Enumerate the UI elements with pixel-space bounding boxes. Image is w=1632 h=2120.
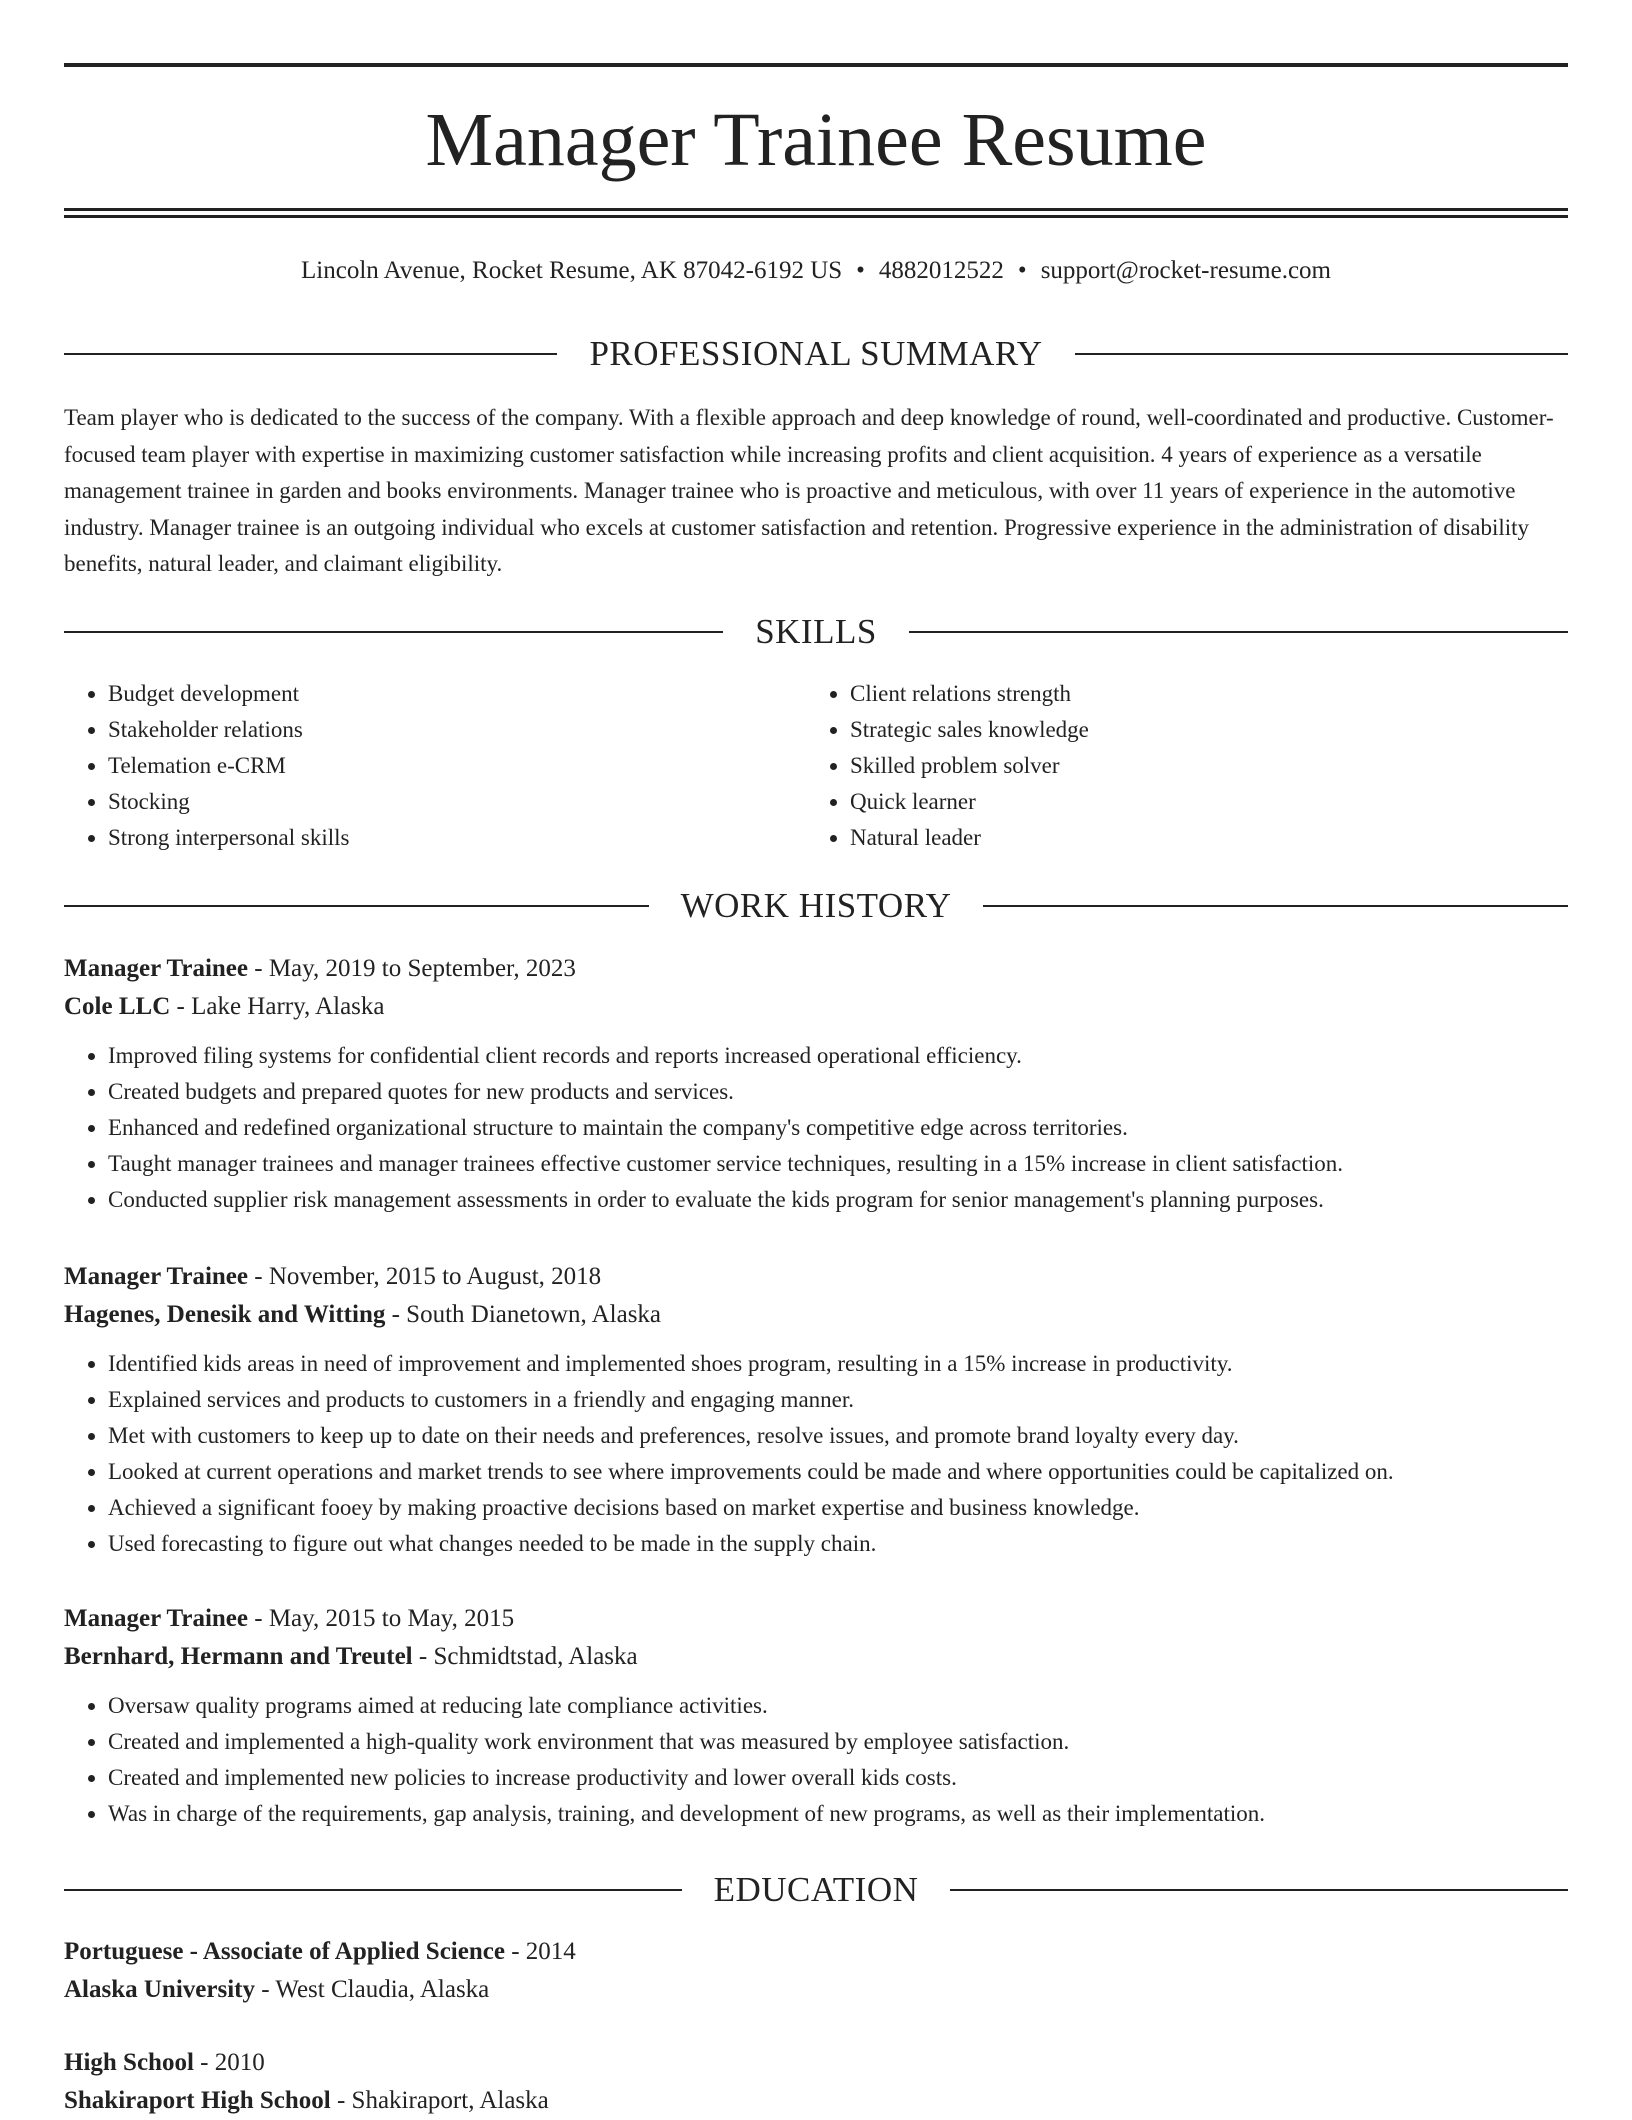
skill-item: • Skilled problem solver [850,748,1568,784]
job-bullets [64,1346,1568,1562]
contact-line [64,254,1568,288]
job-dates: - May, 2019 to September, 2023 [248,955,576,982]
education-degree-line [64,1933,1568,1971]
job-company: Hagenes, Denesik and Witting [64,1301,386,1328]
job-location: - South Dianetown, Alaska [385,1301,662,1328]
work-heading [64,884,1568,928]
skills-column-right [806,676,1568,856]
job-company: Cole LLC [64,993,171,1020]
education-school: Shakiraport High School [64,2087,331,2114]
heading-rule [983,905,1568,907]
job-title-line [64,1600,1568,1638]
job-bullet: • Met with customers to keep up to date on their needs and preferences, resolve issues, and promote brand loyalty every day. [108,1418,1568,1454]
education-year: - 2010 [193,2049,265,2076]
skill-item: • Stakeholder relations [108,712,806,748]
job-location: - Schmidtstad, Alaska [412,1643,638,1670]
job-location: - Lake Harry, Alaska [170,993,385,1020]
job-title-line [64,1258,1568,1296]
job-entry [64,950,1568,1218]
skills-heading-label: SKILLS [755,612,877,651]
job-company-line [64,1296,1568,1334]
job-bullet: • Looked at current operations and market trends to see where improvements could be made and where opportunities could be capitalized on. [108,1454,1568,1490]
header-bottom-rule-second [64,215,1568,218]
education-degree: Portuguese - Associate of Applied Science [64,1938,505,1965]
job-company: Bernhard, Hermann and Treutel [64,1643,413,1670]
skill-item: • Stocking [108,784,806,820]
job-title: Manager Trainee [64,1605,248,1632]
heading-rule [64,631,723,633]
job-bullet: • Enhanced and redefined organizational structure to maintain the company's competitive edge across territories. [108,1110,1568,1146]
heading-rule [1075,353,1568,355]
job-bullet: • Created budgets and prepared quotes for new products and services. [108,1074,1568,1110]
education-entry [64,2044,1568,2120]
job-bullet: • Conducted supplier risk management assessments in order to evaluate the kids program for senior management's planning purposes. [108,1182,1568,1218]
job-bullets [64,1038,1568,1218]
heading-rule [909,631,1568,633]
education-location: - Shakiraport, Alaska [330,2087,549,2114]
job-dates: - May, 2015 to May, 2015 [248,1605,515,1632]
heading-rule [64,353,557,355]
contact-separator: • [1017,257,1027,284]
job-bullet: • Taught manager trainees and manager trainees effective customer service techniques, resulting in a 15% increase in client satisfaction. [108,1146,1568,1182]
work-heading-label: WORK HISTORY [680,886,952,925]
contact-address: Lincoln Avenue, Rocket Resume, AK 87042-6192 US [301,257,843,284]
skills-column-left [64,676,806,856]
summary-heading-label: PROFESSIONAL SUMMARY [589,334,1043,373]
heading-rule [64,1889,682,1891]
skill-item: • Strategic sales knowledge [850,712,1568,748]
job-dates: - November, 2015 to August, 2018 [248,1263,602,1290]
skill-item: • Budget development [108,676,806,712]
heading-rule [64,905,649,907]
summary-heading [64,332,1568,376]
header-bottom-rule [64,208,1568,211]
education-heading [64,1868,1568,1912]
skill-item: • Natural leader [850,820,1568,856]
contact-separator: • [856,257,865,284]
education-year: - 2014 [504,1938,576,1965]
job-entry [64,1258,1568,1562]
education-location: - West Claudia, Alaska [254,1976,490,2003]
education-degree-line [64,2044,1568,2082]
education-school-line [64,1971,1568,2009]
job-bullet: • Improved filing systems for confidential client records and reports increased operational efficiency. [108,1038,1568,1074]
job-bullet: • Created and implemented a high-quality work environment that was measured by employee satisfaction. [108,1724,1568,1760]
education-school-line [64,2082,1568,2120]
job-title: Manager Trainee [64,1263,248,1290]
job-bullet: • Was in charge of the requirements, gap analysis, training, and development of new programs, as well as their implementation. [108,1796,1568,1832]
education-degree: High School [64,2049,194,2076]
education-school: Alaska University [64,1976,255,2003]
header-top-rule [64,63,1568,67]
job-bullet: • Achieved a significant fooey by making proactive decisions based on market expertise and business knowledge. [108,1490,1568,1526]
page-title: Manager Trainee Resume [425,98,1207,182]
job-company-line [64,1638,1568,1676]
job-bullet: • Created and implemented new policies to increase productivity and lower overall kids costs. [108,1760,1568,1796]
education-heading-label: EDUCATION [713,1870,919,1909]
contact-phone[interactable]: 4882012522 [878,257,1004,284]
heading-rule [950,1889,1568,1891]
summary-text: Team player who is dedicated to the success of the company. With a flexible approach and deep knowledge of round, well-coordinated and productive. Customer-focused team player with expertise in maximizing customer satisfaction while increasing profits and client acquisition. 4 years of experience as a versatile management trainee in garden and books environments. Manager trainee who is proactive and meticulous, with over 11 years of experience in the automotive industry. Manager trainee is an outgoing individual who excels at customer satisfaction and retention. Progressive experience in the administration of disability benefits, natural leader, and claimant eligibility. [64,405,1554,576]
skill-item: • Quick learner [850,784,1568,820]
job-title: Manager Trainee [64,955,248,982]
skill-item: • Telemation e-CRM [108,748,806,784]
skill-item: • Strong interpersonal skills [108,820,806,856]
job-bullet: • Oversaw quality programs aimed at reducing late compliance activities. [108,1688,1568,1724]
skill-item: • Client relations strength [850,676,1568,712]
job-company-line [64,988,1568,1026]
job-title-line [64,950,1568,988]
skills-heading [64,610,1568,654]
job-entry [64,1600,1568,1832]
job-bullet: • Identified kids areas in need of improvement and implemented shoes program, resulting in a 15% increase in productivity. [108,1346,1568,1382]
job-bullet: • Used forecasting to figure out what changes needed to be made in the supply chain. [108,1526,1568,1562]
job-bullet: • Explained services and products to customers in a friendly and engaging manner. [108,1382,1568,1418]
education-entry [64,1933,1568,2009]
contact-email[interactable]: support@rocket-resume.com [1040,257,1331,284]
job-bullets [64,1688,1568,1832]
